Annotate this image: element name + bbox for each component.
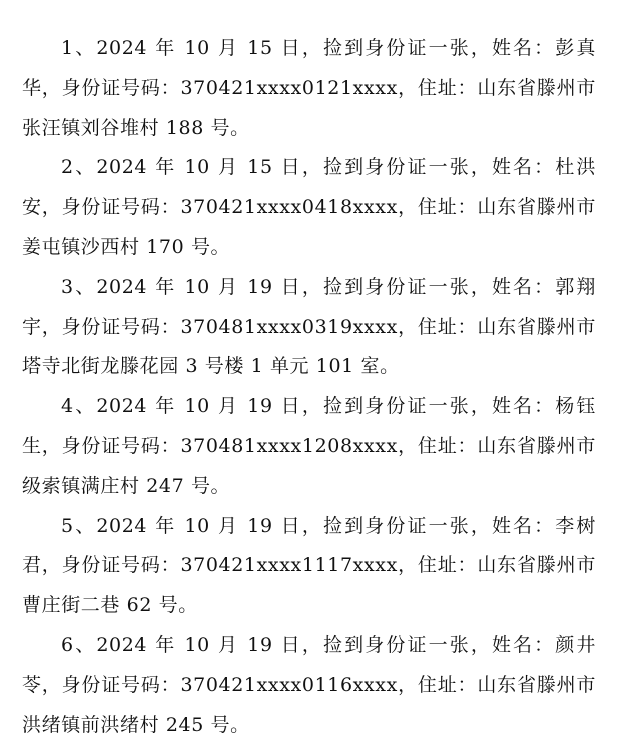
entry-line: 4、2024 年 10 月 19 日，捡到身份证一张，姓名：杨钰生，	[22, 395, 596, 457]
entry-line: 2、2024 年 10 月 15 日，捡到身份证一张，姓名：杜洪安，	[22, 156, 596, 219]
entry-6	[22, 626, 596, 745]
entry-line: 街二巷 62 号。	[61, 594, 198, 617]
entry-line: 身份证号码：370421xxxx0116xxxx，住址：山东省滕州市洪绪	[22, 673, 596, 736]
entry-line: 1、2024 年 10 月 15 日，捡到身份证一张，姓名：彭真华，	[22, 37, 596, 99]
entry-line: 身份证号码：370421xxxx0121xxxx，住址：山东省滕州市张汪	[22, 76, 596, 139]
entry-line: 3、2024 年 10 月 19 日，捡到身份证一张，姓名：郭翔宇，	[22, 275, 596, 338]
entry-line: 身份证号码：370481xxxx0319xxxx，住址：山东省滕州市塔寺	[22, 315, 596, 378]
entry-3	[22, 268, 596, 387]
entry-2	[22, 148, 596, 267]
entry-line: 镇满庄村 247 号。	[61, 474, 231, 497]
entry-line: 北街龙滕花园 3 号楼 1 单元 101 室。	[61, 355, 400, 378]
entry-line: 身份证号码：370421xxxx0418xxxx，住址：山东省滕州市姜屯	[22, 196, 596, 258]
entry-line: 5、2024 年 10 月 19 日，捡到身份证一张，姓名：李树君，	[22, 514, 596, 577]
entry-line: 6、2024 年 10 月 19 日，捡到身份证一张，姓名：颜井苓，	[22, 633, 596, 696]
entry-line: 镇刘谷堆村 188 号。	[61, 116, 250, 139]
entry-1	[22, 29, 596, 148]
entry-4	[22, 387, 596, 506]
entry-5	[22, 507, 596, 626]
entry-line: 镇前洪绪村 245 号。	[61, 713, 250, 736]
entry-line: 身份证号码：370421xxxx1117xxxx，住址：山东省滕州市曹庄	[22, 554, 596, 617]
entry-line: 身份证号码：370481xxxx1208xxxx，住址：山东省滕州市级索	[22, 434, 596, 497]
entry-line: 镇沙西村 170 号。	[61, 235, 231, 258]
